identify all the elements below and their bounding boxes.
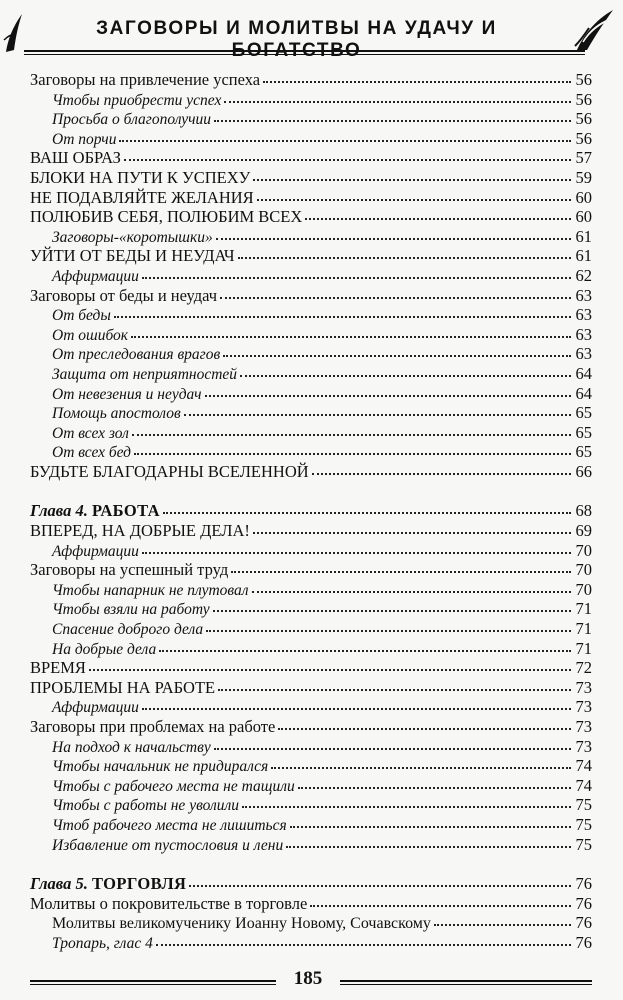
chapter-name: РАБОТА [91, 501, 160, 521]
toc-entry-title: Защита от неприятностей [52, 365, 238, 383]
page-number: 62 [575, 265, 592, 285]
toc-entry[interactable] [30, 364, 592, 384]
toc-entry-title: ПОЛЮБИВ СЕБЯ, ПОЛЮБИМ ВСЕХ [30, 207, 303, 227]
toc-entry[interactable] [30, 599, 592, 619]
dot-leader [242, 802, 571, 808]
toc-entry-title: Избавление от пустословия и лени [52, 836, 284, 854]
page-footer [0, 966, 623, 1000]
dot-leader [434, 920, 571, 926]
toc-entry-title: От преследования врагов [52, 346, 221, 364]
feather-ornament-icon [2, 10, 28, 54]
page-number: 63 [575, 344, 592, 364]
page-number: 59 [575, 167, 592, 187]
toc-entry[interactable] [30, 776, 592, 796]
toc-entry[interactable] [30, 619, 592, 639]
dot-leader [290, 822, 571, 828]
page-number: 61 [575, 226, 592, 246]
toc-entry[interactable] [30, 913, 592, 933]
chapter-label: Глава 4. [30, 501, 88, 521]
chapter-label: Глава 5. [30, 874, 88, 894]
toc-entry[interactable] [30, 560, 592, 580]
dot-leader [312, 469, 571, 475]
page-number: 61 [575, 246, 592, 266]
toc-entry-title: Спасение доброго дела [52, 621, 204, 639]
toc-entry-title: ВРЕМЯ [30, 658, 86, 678]
dot-leader [214, 744, 571, 750]
page-number: 56 [575, 128, 592, 148]
footer-rule-thin [340, 984, 592, 985]
toc-entry[interactable] [30, 325, 592, 345]
dot-leader [156, 940, 571, 946]
toc-entry-title: Заговоры при проблемах на работе [30, 717, 276, 736]
toc-entry[interactable] [30, 697, 592, 717]
toc-entry-title: Молитвы о покровительстве в торговле [30, 893, 308, 913]
page-number: 69 [575, 521, 592, 541]
toc-entry-title: Заговоры от беды и неудач [30, 285, 218, 305]
toc-entry-title: От всех бед [52, 444, 132, 462]
dot-leader [114, 312, 571, 318]
toc-entry[interactable] [30, 266, 592, 286]
toc-entry[interactable] [30, 894, 592, 914]
dot-leader [257, 195, 571, 201]
page-number: 65 [575, 442, 592, 462]
footer-rule [340, 980, 592, 982]
dot-leader [223, 351, 571, 357]
toc-entry-title: Чтобы взяли на работу [52, 601, 210, 619]
toc-entry-title: Чтобы напарник не плутовал [52, 581, 249, 599]
toc-entry-title: Просьба о благополучии [52, 111, 212, 129]
toc-entry[interactable] [30, 227, 592, 247]
toc-entry[interactable] [30, 344, 592, 364]
toc-entry-title: Аффирмации [52, 267, 139, 285]
page-number: 60 [575, 187, 592, 207]
dot-leader [119, 136, 571, 142]
toc-entry[interactable] [30, 933, 592, 953]
dot-leader [189, 881, 571, 887]
table-of-contents [30, 70, 592, 953]
page-number: 75 [575, 814, 592, 834]
folio-page-number: 185 [293, 968, 323, 989]
toc-entry-title: Чтобы с работы не уволили [52, 797, 239, 815]
toc-entry[interactable] [30, 795, 592, 815]
toc-entry[interactable] [30, 403, 592, 423]
toc-entry[interactable] [30, 168, 592, 188]
dot-leader [142, 548, 571, 554]
page-number: 70 [575, 540, 592, 560]
toc-entry-title: УЙТИ ОТ БЕДЫ И НЕУДАЧ [30, 246, 235, 266]
toc-entry-title: Чтобы начальник не придирался [52, 758, 269, 776]
toc-entry-title: Помощь апостолов [52, 405, 181, 423]
toc-entry[interactable] [30, 678, 592, 698]
dot-leader [131, 332, 571, 338]
toc-entry-title: НЕ ПОДАВЛЯЙТЕ ЖЕЛАНИЯ [30, 187, 254, 207]
dot-leader [213, 606, 571, 612]
toc-entry-title: От всех зол [52, 424, 129, 442]
toc-entry-title: Заговоры-«коротышки» [52, 228, 213, 246]
toc-entry-title: Тропарь, глас 4 [52, 934, 153, 952]
dot-leader [240, 371, 571, 377]
page-number: 76 [575, 893, 592, 913]
dot-leader [263, 77, 571, 83]
page-number: 65 [575, 422, 592, 442]
dot-leader [252, 587, 571, 593]
page-number: 70 [575, 579, 592, 599]
dot-leader [216, 234, 571, 240]
page-number: 71 [575, 619, 592, 639]
page-number: 64 [575, 363, 592, 383]
dot-leader [206, 626, 571, 632]
toc-entry-title: От невезения и неудач [52, 385, 202, 403]
toc-entry[interactable] [30, 109, 592, 129]
page-number: 76 [575, 932, 592, 952]
toc-entry-title: От беды [52, 307, 111, 325]
dot-leader [132, 430, 571, 436]
toc-entry-title: На добрые дела [52, 640, 157, 658]
toc-entry[interactable] [30, 717, 592, 737]
toc-entry-title: Заговоры на успешный труд [30, 560, 229, 580]
toc-section-chapter4 [30, 521, 592, 854]
toc-entry[interactable] [30, 246, 592, 266]
page-number: 63 [575, 305, 592, 325]
toc-entry[interactable] [30, 305, 592, 325]
dot-leader [205, 391, 572, 397]
running-title: ЗАГОВОРЫ И МОЛИТВЫ НА УДАЧУ И [96, 18, 497, 39]
footer-rule [30, 980, 276, 982]
dot-leader [286, 842, 571, 848]
toc-entry[interactable] [30, 70, 592, 90]
toc-entry[interactable] [30, 188, 592, 208]
dot-leader [134, 449, 571, 455]
page-number: 74 [575, 775, 592, 795]
dot-leader [218, 685, 571, 691]
toc-entry-title: Чтобы с рабочего места не тащили [52, 777, 295, 795]
toc-entry-title: От ошибок [52, 326, 129, 344]
dot-leader [224, 97, 571, 103]
page-number: 66 [575, 461, 592, 481]
page-number: 75 [575, 834, 592, 854]
page-number: 73 [575, 717, 592, 736]
page-number: 64 [575, 383, 592, 403]
header-rule [24, 50, 585, 52]
dot-leader [238, 253, 571, 259]
header-rule-thin [24, 54, 585, 55]
chapter-name: ТОРГОВЛЯ [91, 874, 187, 894]
page-number: 56 [575, 89, 592, 109]
toc-entry[interactable] [30, 658, 592, 678]
dot-leader [159, 646, 571, 652]
leaf-ornament-icon [573, 6, 617, 52]
dot-leader [220, 293, 571, 299]
page-number: 73 [575, 697, 592, 717]
page-number: 68 [575, 501, 592, 521]
toc-entry-title: От порчи [52, 130, 117, 148]
toc-section-chapter5 [30, 894, 592, 953]
dot-leader [253, 175, 571, 181]
toc-entry[interactable] [30, 207, 592, 227]
toc-entry[interactable] [30, 90, 592, 110]
dot-leader [271, 763, 571, 769]
dot-leader [305, 214, 571, 220]
toc-chapter-5[interactable] [30, 874, 592, 894]
page-number: 74 [575, 756, 592, 776]
page-number: 71 [575, 599, 592, 619]
toc-entry-title: Аффирмации [52, 699, 139, 717]
page-number: 63 [575, 285, 592, 305]
toc-entry-title: ВАШ ОБРАЗ [30, 148, 121, 168]
page-number: 57 [575, 148, 592, 168]
page-number: 63 [575, 324, 592, 344]
dot-leader [231, 567, 571, 573]
page-number: 73 [575, 736, 592, 756]
toc-entry[interactable] [30, 835, 592, 855]
page-number: 73 [575, 677, 592, 697]
dot-leader [89, 665, 571, 671]
toc-entry[interactable] [30, 129, 592, 149]
toc-entry[interactable] [30, 423, 592, 443]
dot-leader [124, 155, 571, 161]
page-number: 76 [575, 874, 592, 894]
toc-entry[interactable] [30, 521, 592, 541]
page-number: 65 [575, 403, 592, 423]
toc-entry-title: Чтоб рабочего места не лишиться [52, 816, 287, 834]
toc-section-chapter3 [30, 70, 592, 481]
toc-entry[interactable] [30, 815, 592, 835]
toc-entry[interactable] [30, 639, 592, 659]
dot-leader [142, 273, 571, 279]
page-number: 76 [575, 913, 592, 933]
toc-entry[interactable] [30, 442, 592, 462]
dot-leader [298, 783, 571, 789]
toc-chapter-4[interactable] [30, 501, 592, 521]
toc-entry-title: БУДЬТЕ БЛАГОДАРНЫ ВСЕЛЕННОЙ [30, 461, 309, 481]
toc-entry-title: Молитвы великомученику Иоанну Новому, Сочавскому [52, 915, 431, 933]
footer-rule-thin [30, 984, 276, 985]
page-number: 60 [575, 207, 592, 227]
toc-entry-title: ПРОБЛЕМЫ НА РАБОТЕ [30, 677, 216, 697]
toc-entry-title: Аффирмации [52, 542, 139, 560]
page-header [0, 0, 623, 56]
page-number: 70 [575, 560, 592, 580]
dot-leader [163, 508, 571, 514]
toc-entry[interactable] [30, 541, 592, 561]
dot-leader [184, 410, 571, 416]
page-number: 71 [575, 638, 592, 658]
dot-leader [310, 901, 571, 907]
dot-leader [142, 704, 571, 710]
toc-entry[interactable] [30, 462, 592, 482]
page-number: 75 [575, 795, 592, 815]
toc-entry-title: ВПЕРЕД, НА ДОБРЫЕ ДЕЛА! [30, 521, 250, 541]
dot-leader [253, 528, 571, 534]
dot-leader [214, 116, 571, 122]
toc-entry-title: На подход к начальству [52, 738, 211, 756]
toc-entry-title: БЛОКИ НА ПУТИ К УСПЕХУ [30, 167, 251, 187]
toc-entry[interactable] [30, 384, 592, 404]
toc-entry[interactable] [30, 148, 592, 168]
page-number: 56 [575, 109, 592, 129]
page-number: 56 [575, 70, 592, 89]
toc-entry[interactable] [30, 737, 592, 757]
toc-entry[interactable] [30, 286, 592, 306]
page-number: 72 [575, 658, 592, 678]
toc-entry-title: Заговоры на привлечение успеха [30, 70, 261, 89]
toc-entry[interactable] [30, 756, 592, 776]
toc-entry-title: Чтобы приобрести успех [52, 91, 222, 109]
dot-leader [278, 724, 571, 730]
toc-entry[interactable] [30, 580, 592, 600]
